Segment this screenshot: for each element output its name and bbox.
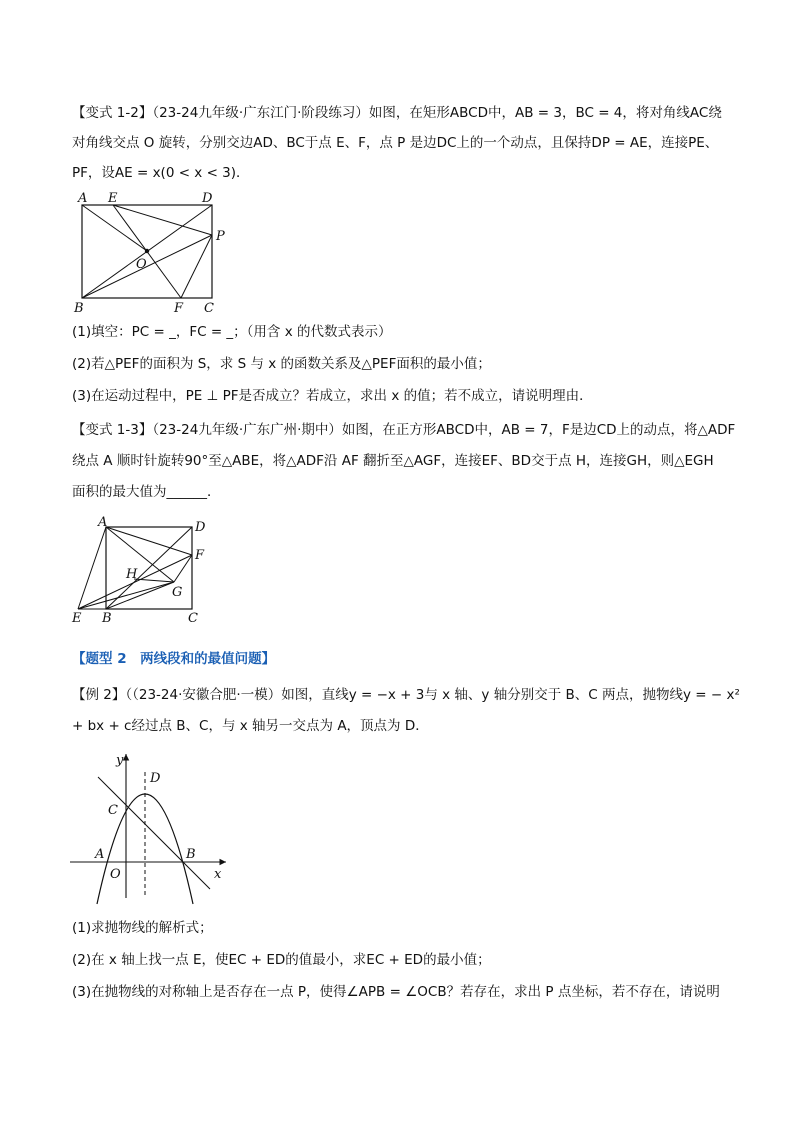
v13-line-1: 【变式 1-3】（23-24九年级·广东广州·期中）如图，在正方形ABCD中，AB = 7，F是边CD上的动点，将△ADF (72, 422, 736, 438)
v12-point-o (145, 249, 149, 253)
ex2-question-1: (1)求抛物线的解析式； (72, 920, 213, 936)
ex2-label-d: D (150, 771, 161, 786)
ex2-label-y: y (116, 753, 124, 768)
v12-line-2: 对角线交点 O 旋转，分别交边AD、BC于点 E、F，点 P 是边DC上的一个动点，且保持DP = AE，连接PE、 (72, 135, 719, 151)
v13-line-3: 面积的最大值为______． (72, 484, 221, 500)
v12-label-e: E (108, 191, 118, 206)
v12-seg-fp (181, 235, 212, 298)
ex2-line-1: 【例 2】（（23-24·安徽合肥·一模）如图，直线y = −x + 3与 x 轴、y 轴分别交于 B、C 两点，抛物线y = − x² (72, 687, 740, 703)
v12-line-1: 【变式 1-2】（23-24九年级·广东江门·阶段练习）如图，在矩形ABCD中，AB = 3，BC = 4，将对角线AC绕 (72, 105, 722, 121)
v12-question-2: (2)若△PEF的面积为 S，求 S 与 x 的函数关系及△PEF面积的最小值； (72, 356, 491, 372)
v12-label-a: A (78, 191, 88, 206)
v13-label-a: A (98, 515, 108, 530)
v12-line-3: PF，设AE = x(0 < x < 3)． (72, 165, 250, 181)
v13-seg-ef (78, 555, 192, 609)
v13-label-d: D (195, 520, 206, 535)
ex2-question-3: (3)在抛物线的对称轴上是否存在一点 P，使得∠APB = ∠OCB？若存在，求出 P 点坐标，若不存在，请说明 (72, 984, 720, 1000)
v12-seg-bp (82, 235, 212, 298)
v13-seg-gh (134, 579, 174, 582)
ex2-label-c: C (108, 803, 118, 818)
v12-question-3: (3)在运动过程中，PE ⊥ PF是否成立？若成立，求出 x 的值；若不成立，请说明理由． (72, 388, 593, 404)
v12-label-f: F (174, 301, 184, 316)
v13-label-f: F (195, 548, 205, 563)
v13-line-2: 绕点 A 顺时针旋转90°至△ABE，将△ADF沿 AF 翻折至△AGF，连接EF、BD交于点 H，连接GH，则△EGH (72, 453, 714, 469)
v13-seg-af (106, 527, 192, 555)
ex2-label-b: B (186, 847, 196, 862)
ex2-question-2: (2)在 x 轴上找一点 E，使EC + ED的值最小，求EC + ED的最小值； (72, 952, 491, 968)
v13-label-g: G (172, 585, 183, 600)
ex2-label-o: O (110, 867, 121, 882)
ex2-label-x: x (214, 867, 222, 882)
v12-label-p: P (216, 229, 225, 244)
v12-question-1: (1)填空：PC = _，FC = _；（用含 x 的代数式表示） (72, 324, 392, 340)
v13-label-b: B (102, 611, 112, 626)
ex2-parabola-figure (68, 748, 238, 908)
v13-seg-ae (78, 527, 106, 609)
ex2-line-2: + bx + c经过点 B、C，与 x 轴另一交点为 A，顶点为 D． (72, 718, 429, 734)
v13-label-c: C (188, 611, 198, 626)
v12-label-o: O (136, 257, 147, 272)
v13-square-figure (70, 512, 220, 627)
v12-rectangle-figure (70, 188, 240, 318)
v13-seg-bg (106, 582, 174, 609)
v12-label-d: D (202, 191, 213, 206)
v12-label-b: B (74, 301, 84, 316)
v12-seg-ep (113, 205, 212, 235)
v13-label-h: H (126, 567, 138, 582)
section-heading-2: 【题型 2 两线段和的最值问题】 (72, 651, 276, 667)
v13-label-e: E (72, 611, 82, 626)
v12-label-c: C (204, 301, 214, 316)
ex2-label-a: A (95, 847, 105, 862)
